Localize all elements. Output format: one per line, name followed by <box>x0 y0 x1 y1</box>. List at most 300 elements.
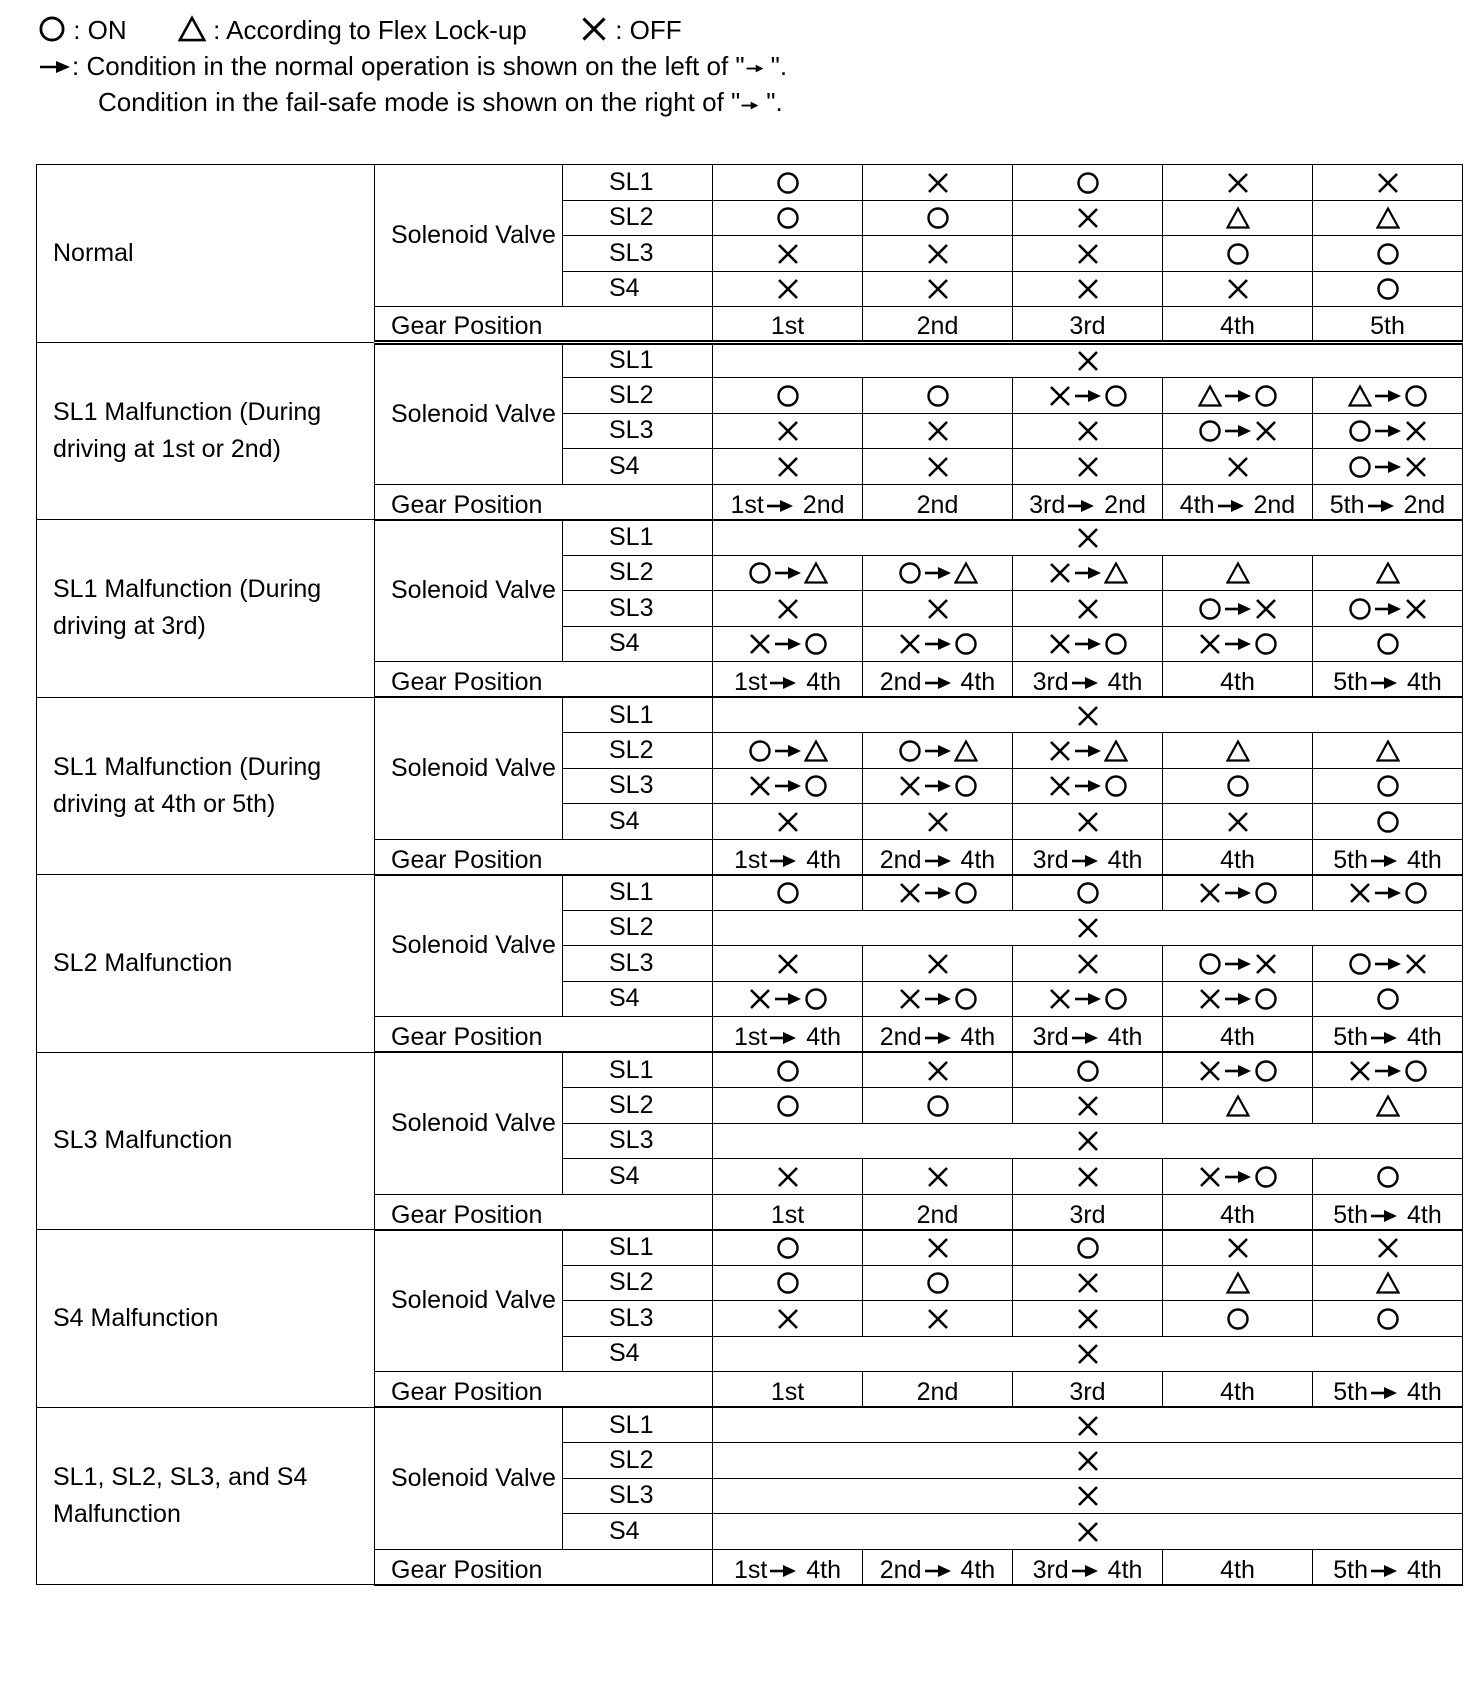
circle-on-icon <box>1404 881 1428 905</box>
gear-cell <box>1013 1549 1163 1585</box>
state-cell <box>713 1514 1463 1550</box>
gear-value: 2nd 4th <box>879 1555 996 1584</box>
circle-on-icon <box>954 987 978 1011</box>
table-row <box>37 875 1463 911</box>
legend-failsafe-note: Condition in the fail-safe mode is shown on the right of " ". <box>98 87 783 117</box>
arrow-right-icon <box>774 565 802 581</box>
arrow-right-icon <box>1224 636 1252 652</box>
arrow-right-icon <box>1071 1563 1099 1579</box>
triangle-flex-icon <box>1376 1271 1400 1295</box>
gear-cell <box>713 1194 863 1230</box>
state-cell <box>713 804 863 840</box>
gear-value: 5th 4th <box>1333 668 1442 696</box>
condition-label: Normal <box>37 165 375 343</box>
cross-off-icon <box>776 810 800 834</box>
gear-cell <box>1313 1017 1463 1053</box>
table-row <box>37 165 1463 201</box>
gear-value: 1st 4th <box>733 668 842 696</box>
state-cell <box>863 1301 1013 1337</box>
state-cell <box>713 236 863 272</box>
circle-on-icon <box>804 774 828 798</box>
state-cell <box>863 1088 1013 1124</box>
arrow-right-icon <box>1367 498 1395 514</box>
gear-cell <box>1163 1372 1313 1408</box>
arrow-right-icon <box>1370 1563 1398 1579</box>
gear-position-label: Gear Position <box>375 662 713 698</box>
solenoid-valve-label: Solenoid Valve <box>375 697 563 839</box>
cross-off-icon <box>1048 561 1072 585</box>
gear-cell <box>1163 839 1313 875</box>
arrow-right-icon <box>924 743 952 759</box>
gear-value: 5th 2nd <box>1329 490 1446 519</box>
table-row <box>37 1230 1463 1266</box>
gear-cell <box>1163 484 1313 520</box>
triangle-flex-icon <box>1226 739 1250 763</box>
solenoid-name: SL2 <box>563 200 713 236</box>
gear-value: 1st <box>770 311 805 340</box>
cross-off-icon <box>926 171 950 195</box>
cross-off-icon <box>1048 774 1072 798</box>
state-cell <box>1163 981 1313 1017</box>
circle-on-icon <box>1254 1165 1278 1189</box>
gear-value: 3rd 4th <box>1032 845 1143 874</box>
arrow-right-icon <box>1074 388 1102 404</box>
cross-off-icon <box>1376 1236 1400 1260</box>
state-cell <box>1163 555 1313 591</box>
state-cell <box>1013 1230 1163 1266</box>
circle-on-icon <box>776 171 800 195</box>
circle-on-icon <box>804 987 828 1011</box>
state-cell <box>1313 804 1463 840</box>
cross-off-icon <box>1404 952 1428 976</box>
gear-position-label: Gear Position <box>375 839 713 875</box>
condition-label: SL1, SL2, SL3, and S4 Malfunction <box>37 1407 375 1585</box>
circle-on-icon <box>926 1271 950 1295</box>
state-cell <box>863 413 1013 449</box>
cross-off-icon <box>1076 419 1100 443</box>
arrow-right-icon <box>1374 956 1402 972</box>
state-cell <box>713 981 863 1017</box>
state-cell <box>1163 591 1313 627</box>
cross-off-icon <box>776 1307 800 1331</box>
triangle-flex-icon <box>804 739 828 763</box>
circle-on-icon <box>1104 987 1128 1011</box>
gear-value: 3rd <box>1069 1378 1106 1406</box>
state-cell <box>1313 591 1463 627</box>
gear-value: 4th <box>1220 1200 1255 1229</box>
state-cell <box>1013 449 1163 485</box>
condition-label: SL1 Malfunction (During driving at 3rd) <box>37 520 375 698</box>
cross-off-icon <box>1226 1236 1250 1260</box>
state-cell <box>1313 449 1463 485</box>
state-cell <box>1163 236 1313 272</box>
state-cell <box>1163 271 1313 307</box>
circle-on-icon <box>1076 171 1100 195</box>
cross-off-icon <box>1076 1342 1100 1366</box>
cross-off-icon <box>776 242 800 266</box>
state-cell <box>1163 733 1313 769</box>
state-cell <box>713 555 863 591</box>
condition-label: SL3 Malfunction <box>37 1052 375 1230</box>
state-cell <box>1013 200 1163 236</box>
arrow-right-icon <box>1224 885 1252 901</box>
arrow-right-icon <box>38 59 72 75</box>
arrow-right-icon <box>924 991 952 1007</box>
cross-off-icon <box>898 632 922 656</box>
state-cell <box>1163 875 1313 911</box>
gear-cell <box>1163 662 1313 698</box>
cross-off-icon <box>1076 1449 1100 1473</box>
state-cell <box>863 1052 1013 1088</box>
arrow-right-icon <box>1370 1030 1398 1046</box>
circle-on-icon <box>1376 987 1400 1011</box>
state-cell <box>1313 413 1463 449</box>
circle-on-icon <box>1198 952 1222 976</box>
state-cell <box>1013 555 1163 591</box>
circle-on-icon <box>1076 1059 1100 1083</box>
state-cell <box>1163 804 1313 840</box>
gear-value: 3rd 4th <box>1032 1023 1143 1051</box>
gear-cell <box>1313 307 1463 343</box>
gear-value: 1st 2nd <box>730 490 845 519</box>
circle-on-icon <box>1226 1307 1250 1331</box>
solenoid-valve-label: Solenoid Valve <box>375 875 563 1017</box>
state-cell <box>1313 626 1463 662</box>
state-cell <box>863 449 1013 485</box>
arrow-right-icon <box>1374 459 1402 475</box>
arrow-right-icon <box>774 636 802 652</box>
circle-on-icon <box>776 384 800 408</box>
state-cell <box>1013 236 1163 272</box>
solenoid-name: SL1 <box>563 520 713 556</box>
gear-value: 3rd 4th <box>1032 1555 1143 1584</box>
cross-off-icon <box>1404 455 1428 479</box>
circle-on-icon <box>1376 632 1400 656</box>
solenoid-name: SL3 <box>563 413 713 449</box>
gear-cell <box>1013 1017 1163 1053</box>
state-cell <box>863 875 1013 911</box>
state-cell <box>863 591 1013 627</box>
cross-off-icon <box>1076 277 1100 301</box>
circle-on-icon <box>1348 597 1372 621</box>
state-cell <box>1013 875 1163 911</box>
state-cell <box>1313 981 1463 1017</box>
gear-cell <box>1013 662 1163 698</box>
solenoid-valve-label: Solenoid Valve <box>375 1407 563 1549</box>
cross-off-icon <box>748 774 772 798</box>
cross-off-icon <box>1076 704 1100 728</box>
arrow-right-icon <box>1374 601 1402 617</box>
state-cell <box>863 1265 1013 1301</box>
solenoid-name: SL2 <box>563 1443 713 1479</box>
circle-on-icon <box>1376 774 1400 798</box>
state-cell <box>1313 1088 1463 1124</box>
gear-value: 4th <box>1220 1378 1255 1406</box>
triangle-flex-icon <box>954 739 978 763</box>
solenoid-name: S4 <box>563 1514 713 1550</box>
gear-cell <box>863 1194 1013 1230</box>
legend-symbols <box>38 12 787 48</box>
cross-off-icon <box>1076 1520 1100 1544</box>
solenoid-name: S4 <box>563 449 713 485</box>
circle-on-icon <box>1254 881 1278 905</box>
gear-cell <box>863 839 1013 875</box>
state-cell <box>1313 200 1463 236</box>
arrow-right-icon <box>1074 778 1102 794</box>
gear-value: 5th 4th <box>1333 1200 1442 1229</box>
cross-off-icon <box>1076 242 1100 266</box>
circle-on-icon <box>1104 632 1128 656</box>
cross-off-icon <box>776 952 800 976</box>
solenoid-name: SL3 <box>563 768 713 804</box>
arrow-right-icon <box>1224 601 1252 617</box>
circle-on-icon <box>804 632 828 656</box>
circle-on-icon <box>926 206 950 230</box>
circle-on-icon <box>748 561 772 585</box>
arrow-right-icon <box>740 96 766 112</box>
triangle-flex-icon <box>1376 1094 1400 1118</box>
cross-off-icon <box>926 1307 950 1331</box>
gear-value: 1st 4th <box>733 1555 842 1584</box>
solenoid-valve-label: Solenoid Valve <box>375 1052 563 1194</box>
state-cell <box>863 733 1013 769</box>
state-cell <box>1313 768 1463 804</box>
arrow-right-icon <box>1370 1385 1398 1401</box>
state-cell <box>863 981 1013 1017</box>
arrow-right-icon <box>1224 956 1252 972</box>
triangle-flex-icon <box>1348 384 1372 408</box>
cross-off-icon <box>1076 1414 1100 1438</box>
state-cell <box>713 1265 863 1301</box>
state-cell <box>863 236 1013 272</box>
solenoid-valve-label: Solenoid Valve <box>375 520 563 662</box>
legend <box>38 12 787 120</box>
gear-value: 1st 4th <box>733 845 842 874</box>
gear-cell <box>1013 1194 1163 1230</box>
triangle-flex-icon <box>954 561 978 585</box>
gear-value: 2nd <box>916 311 959 340</box>
state-cell <box>1163 449 1313 485</box>
gear-cell <box>1313 1372 1463 1408</box>
cross-off-icon <box>1048 987 1072 1011</box>
solenoid-name: SL2 <box>563 1088 713 1124</box>
gear-value: 4th <box>1220 311 1255 340</box>
circle-on-icon <box>1254 632 1278 656</box>
arrow-right-icon <box>1374 1063 1402 1079</box>
gear-value: 3rd <box>1069 1200 1106 1229</box>
arrow-right-icon <box>1074 565 1102 581</box>
cross-off-icon <box>1348 881 1372 905</box>
gear-value: 2nd 4th <box>879 668 996 696</box>
cross-off-icon <box>1226 455 1250 479</box>
state-cell <box>1163 1301 1313 1337</box>
gear-value: 4th <box>1220 668 1255 696</box>
arrow-right-icon <box>1374 388 1402 404</box>
gear-cell <box>713 662 863 698</box>
circle-on-icon <box>1198 419 1222 443</box>
cross-off-icon <box>1254 597 1278 621</box>
triangle-flex-icon <box>1376 561 1400 585</box>
arrow-right-icon <box>1074 743 1102 759</box>
solenoid-valve-label: Solenoid Valve <box>375 165 563 307</box>
state-cell <box>1163 946 1313 982</box>
arrow-right-icon <box>1067 498 1095 514</box>
solenoid-name: SL1 <box>563 1230 713 1266</box>
state-cell <box>1313 271 1463 307</box>
gear-value: 5th <box>1370 311 1405 340</box>
cross-off-icon <box>1226 171 1250 195</box>
gear-cell <box>863 662 1013 698</box>
legend-normal-note: : Condition in the normal operation is shown on the left of " ". <box>38 48 787 84</box>
arrow-right-icon <box>1071 675 1099 691</box>
cross-off-icon <box>748 987 772 1011</box>
gear-cell <box>1313 1549 1463 1585</box>
circle-on-icon <box>1376 1307 1400 1331</box>
circle-on-icon <box>1254 987 1278 1011</box>
state-cell <box>1163 1159 1313 1195</box>
gear-value: 3rd 4th <box>1032 668 1143 696</box>
arrow-right-icon <box>1370 853 1398 869</box>
arrow-right-icon <box>924 1563 952 1579</box>
arrow-right-icon <box>1224 991 1252 1007</box>
gear-value: 2nd <box>916 490 959 519</box>
gear-cell <box>1163 307 1313 343</box>
state-cell <box>1313 946 1463 982</box>
circle-on-icon <box>1254 1059 1278 1083</box>
gear-cell <box>1013 839 1163 875</box>
gear-cell <box>713 839 863 875</box>
cross-off-icon <box>1198 881 1222 905</box>
state-cell <box>713 591 863 627</box>
solenoid-name: S4 <box>563 804 713 840</box>
cross-off-icon <box>1076 1094 1100 1118</box>
state-cell <box>713 1336 1463 1372</box>
state-cell <box>713 733 863 769</box>
state-cell <box>1313 1159 1463 1195</box>
solenoid-name: S4 <box>563 626 713 662</box>
gear-cell <box>1163 1194 1313 1230</box>
triangle-flex-icon <box>1376 739 1400 763</box>
state-cell <box>1163 200 1313 236</box>
arrow-right-icon <box>1370 1208 1398 1224</box>
state-cell <box>863 165 1013 201</box>
state-cell <box>1313 236 1463 272</box>
state-cell <box>713 1407 1463 1443</box>
state-cell <box>713 1088 863 1124</box>
circle-on-icon <box>776 881 800 905</box>
circle-on-icon <box>1348 455 1372 479</box>
cross-off-icon <box>776 455 800 479</box>
state-cell <box>713 910 1463 946</box>
gear-cell <box>1313 662 1463 698</box>
state-cell <box>1163 768 1313 804</box>
solenoid-name: SL2 <box>563 910 713 946</box>
gear-value: 5th 4th <box>1333 845 1442 874</box>
state-cell <box>1013 733 1163 769</box>
gear-cell <box>1013 307 1163 343</box>
state-cell <box>863 200 1013 236</box>
cross-off-icon <box>1076 206 1100 230</box>
cross-off-icon <box>1198 1059 1222 1083</box>
arrow-right-icon <box>924 636 952 652</box>
state-cell <box>1013 1301 1163 1337</box>
triangle-flex-icon <box>1226 1094 1250 1118</box>
gear-cell <box>1013 484 1163 520</box>
circle-on-icon <box>954 774 978 798</box>
state-cell <box>1163 1230 1313 1266</box>
gear-value: 5th 4th <box>1333 1378 1442 1406</box>
condition-label: S4 Malfunction <box>37 1230 375 1408</box>
gear-cell <box>713 1017 863 1053</box>
circle-on-icon <box>898 739 922 763</box>
state-cell <box>1013 981 1163 1017</box>
circle-on-icon <box>38 15 66 43</box>
cross-off-icon <box>926 277 950 301</box>
table-row <box>37 520 1463 556</box>
cross-off-icon <box>1348 1059 1372 1083</box>
gear-value: 2nd <box>916 1378 959 1406</box>
circle-on-icon <box>1076 1236 1100 1260</box>
state-cell <box>1313 1052 1463 1088</box>
cross-off-icon <box>1254 419 1278 443</box>
gear-value: 5th 4th <box>1333 1023 1442 1051</box>
state-cell <box>1313 875 1463 911</box>
cross-off-icon <box>1076 1307 1100 1331</box>
circle-on-icon <box>926 384 950 408</box>
arrow-right-icon <box>1374 423 1402 439</box>
cross-off-icon <box>1226 277 1250 301</box>
state-cell <box>713 378 863 414</box>
cross-off-icon <box>926 952 950 976</box>
state-cell <box>1163 378 1313 414</box>
cross-off-icon <box>1198 632 1222 656</box>
state-cell <box>863 804 1013 840</box>
condition-label: SL1 Malfunction (During driving at 4th or 5th) <box>37 697 375 875</box>
state-cell <box>1313 1301 1463 1337</box>
state-cell <box>1013 804 1163 840</box>
gear-cell <box>863 1372 1013 1408</box>
condition-label: SL2 Malfunction <box>37 875 375 1053</box>
cross-off-icon <box>1076 597 1100 621</box>
circle-on-icon <box>1104 774 1128 798</box>
circle-on-icon <box>776 1236 800 1260</box>
state-cell <box>1313 1265 1463 1301</box>
state-cell <box>1013 1265 1163 1301</box>
solenoid-valve-label: Solenoid Valve <box>375 1230 563 1372</box>
cross-off-icon <box>1076 455 1100 479</box>
gear-position-label: Gear Position <box>375 1549 713 1585</box>
cross-off-icon <box>926 1165 950 1189</box>
gear-cell <box>713 1549 863 1585</box>
solenoid-name: SL3 <box>563 591 713 627</box>
state-cell <box>1013 1052 1163 1088</box>
arrow-right-icon <box>1374 885 1402 901</box>
solenoid-name: SL3 <box>563 1123 713 1159</box>
table-row <box>37 1052 1463 1088</box>
state-cell <box>713 165 863 201</box>
circle-on-icon <box>776 1094 800 1118</box>
solenoid-name: SL3 <box>563 1301 713 1337</box>
arrow-right-icon <box>1217 498 1245 514</box>
state-cell <box>1013 271 1163 307</box>
arrow-right-icon <box>924 675 952 691</box>
arrow-right-icon <box>774 743 802 759</box>
gear-cell <box>1313 839 1463 875</box>
arrow-right-icon <box>1074 991 1102 1007</box>
state-cell <box>863 768 1013 804</box>
legend-on-label: : ON <box>73 15 127 45</box>
cross-off-icon <box>1048 739 1072 763</box>
